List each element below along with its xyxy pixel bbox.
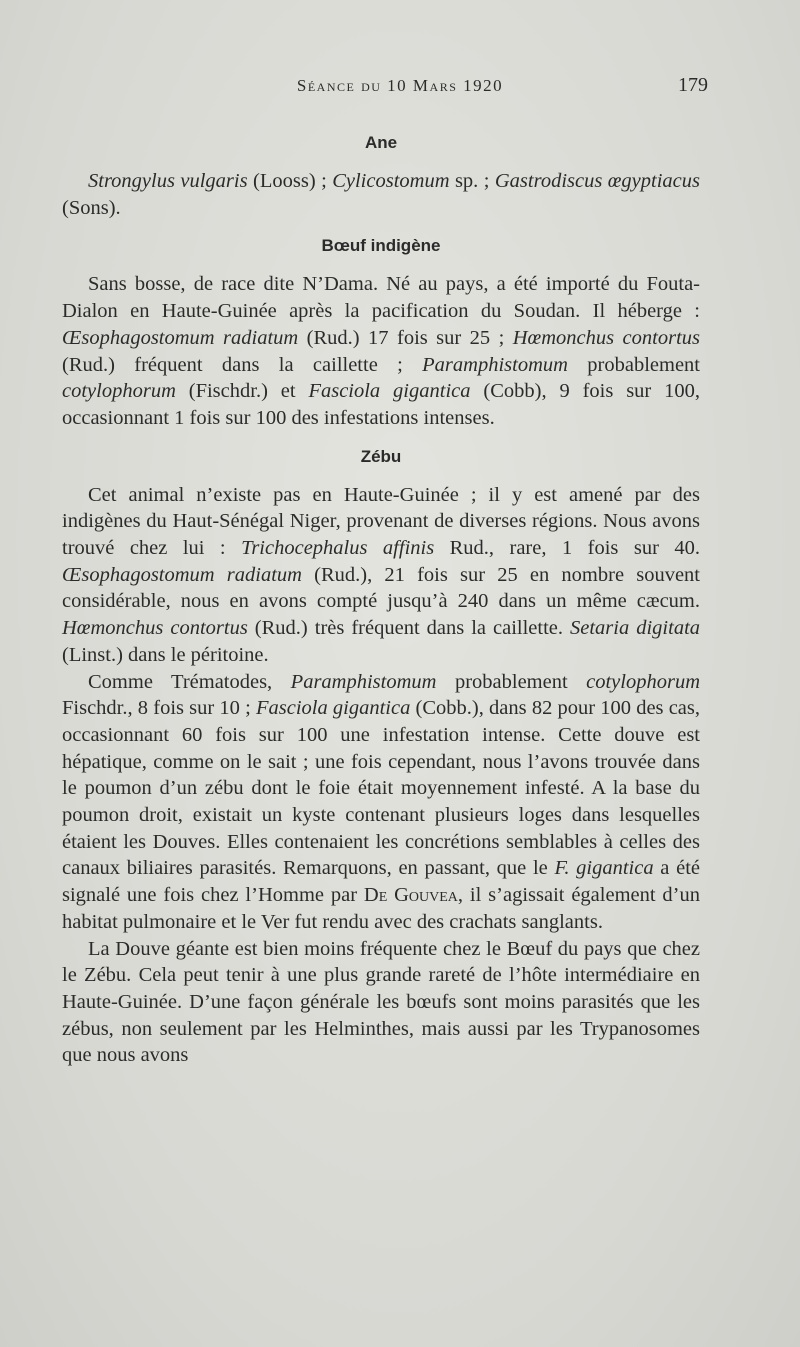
text-run: Sans bosse, de race dite N’Dama. Né au pays, a été importé du Fouta-Dialon en Haute-Guinée après la pacification du Soudan. Il héberge : bbox=[62, 273, 700, 323]
running-title: Séance du 10 Mars 1920 bbox=[296, 76, 504, 95]
text-run: Cet animal n’existe pas en Haute-Guinée ; il y est amené par des indigènes du Haut-Sénégal Niger, provenant de diverses régions. Nous avons trouvé chez lui : bbox=[62, 483, 700, 560]
page-header bbox=[0, 76, 800, 102]
italic-run: Strongylus vulgaris bbox=[88, 170, 248, 192]
section-heading: Zébu bbox=[360, 446, 402, 466]
text-run: (Rud.), 21 fois sur 25 en nombre souvent considérable, nous en avons compté jusqu’à 240 dans un même cæcum. bbox=[62, 563, 700, 613]
text-run: (Looss) ; bbox=[247, 170, 333, 192]
text-run: (Linst.) dans le péritoine. bbox=[62, 643, 269, 666]
text-run: , il s’agissait également d’un habitat pulmonaire et le Ver fut rendu avec des crachats sanglants. bbox=[62, 884, 700, 933]
italic-run: Cylicostomum bbox=[332, 170, 450, 192]
page-number: 179 bbox=[678, 74, 708, 96]
italic-run: Setaria digitata bbox=[570, 617, 701, 640]
paragraph bbox=[62, 482, 700, 669]
italic-run: Fasciola gigantica bbox=[255, 697, 411, 720]
italic-run: Paramphistomum bbox=[422, 353, 568, 376]
body-text bbox=[62, 124, 700, 1069]
smallcaps-run: De Gouvea bbox=[363, 884, 458, 907]
paragraph bbox=[62, 936, 700, 1070]
text-run: a été signalé une fois chez l’Homme par bbox=[62, 857, 700, 907]
paragraph bbox=[62, 669, 700, 936]
italic-run: Hœmonchus contortus bbox=[62, 617, 248, 640]
italic-run: Hœmonchus contortus bbox=[512, 326, 700, 349]
paragraph bbox=[62, 168, 700, 221]
italic-run: cotylophorum bbox=[62, 380, 176, 403]
section-heading: Bœuf indigène bbox=[321, 236, 441, 256]
text-run: Comme Trématodes, bbox=[88, 670, 291, 693]
italic-run: Paramphistomum bbox=[290, 670, 437, 693]
text-run: sp. ; bbox=[449, 170, 495, 192]
text-run: (Rud.) très fréquent dans la caillette. bbox=[247, 617, 571, 640]
text-run: (Fischdr.) et bbox=[175, 380, 309, 403]
text-run: La Douve géante est bien moins fréquente chez le Bœuf du pays que chez le Zébu. Cela peut tenir à une plus grande rareté de l’hôte intermédiaire en Haute-Guinée. D’une façon générale les bœufs sont moins parasités que les zébus, non seulement par les Helminthes, mais aussi par les Trypanosomes que nous avons bbox=[62, 937, 700, 1067]
text-run: (Sons). bbox=[62, 196, 121, 219]
italic-run: Œsophagostomum radiatum bbox=[62, 326, 299, 349]
text-run: (Rud.) 17 fois sur 25 ; bbox=[298, 326, 513, 349]
italic-run: Trichocephalus affinis bbox=[241, 537, 435, 560]
text-run: probablement bbox=[436, 670, 587, 693]
text-run: (Cobb.), dans 82 pour 100 des cas, occasionnant 60 fois sur 100 une infestation intense. Cette douve est hépatique, comme on le sait ; une fois cependant, nous l’avons trouvée dans le poumon d’un zébu dont le foie était moyennement infesté. A la base du poumon droit, existait un kyste contenant plusieurs loges dans lesquelles étaient les Douves. Elles contenaient les concrétions semblables à celles des canaux biliaires parasités. Remarquons, en passant, que le bbox=[62, 697, 701, 880]
text-run: Fischdr., 8 fois sur 10 ; bbox=[62, 697, 256, 720]
text-run: (Cobb), 9 fois sur 100, occasionnant 1 fois sur 100 des infestations intenses. bbox=[62, 380, 700, 429]
italic-run: F. gigantica bbox=[554, 857, 654, 880]
paragraph bbox=[62, 271, 700, 431]
text-run: probablement bbox=[567, 353, 700, 376]
italic-run: Œsophagostomum radiatum bbox=[62, 563, 302, 586]
text-run: Rud., rare, 1 fois sur 40. bbox=[434, 537, 700, 560]
text-run: (Rud.) fréquent dans la caillette ; bbox=[62, 353, 423, 376]
italic-run: cotylophorum bbox=[586, 670, 700, 693]
section-heading: Ane bbox=[364, 133, 398, 152]
italic-run: Fasciola gigantica bbox=[308, 380, 471, 403]
italic-run: Gastrodiscus œgyptiacus bbox=[494, 170, 700, 192]
